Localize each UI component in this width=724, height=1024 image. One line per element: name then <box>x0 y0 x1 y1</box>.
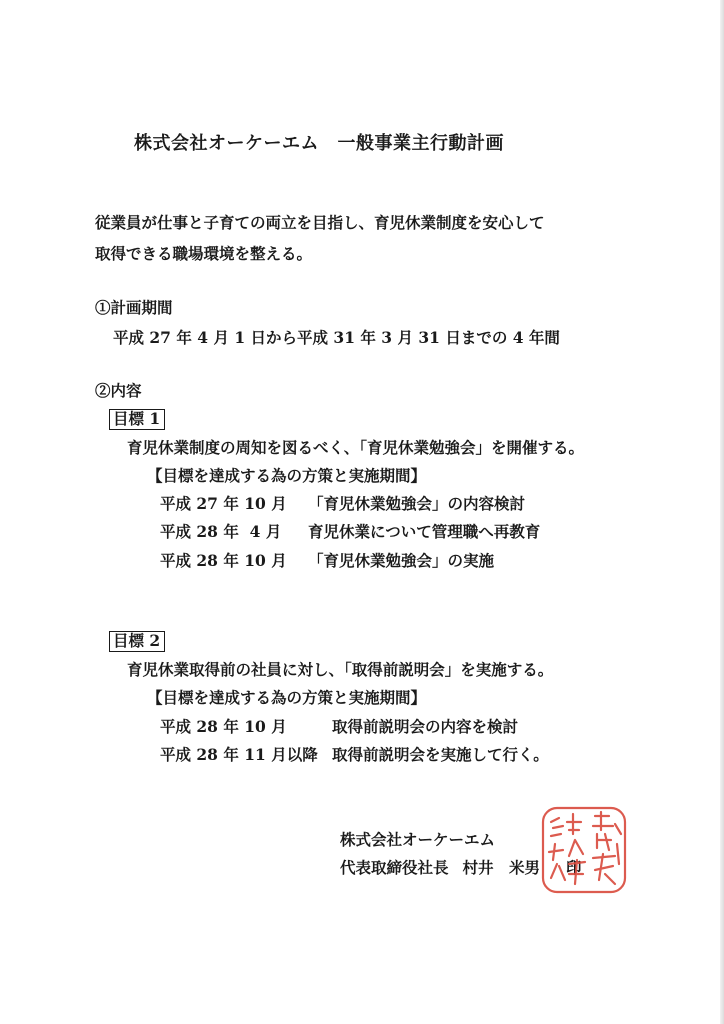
goal-2-description: 育児休業取得前の社員に対し、「取得前説明会」を実施する。 <box>127 660 554 679</box>
schedule-task: 取得前説明会を実施して行く。 <box>332 745 549 764</box>
goal-2-label: 目標 2 <box>109 631 165 652</box>
schedule-task: 取得前説明会の内容を検討 <box>332 717 519 736</box>
schedule-date: 平成 28 年 10 月 <box>160 717 287 736</box>
signature-company: 株式会社オーケーエム <box>340 830 496 849</box>
goal-1-schedule-row <box>160 522 540 542</box>
goal-1-measures-heading: 【目標を達成する為の方策と実施期間】 <box>147 466 427 485</box>
schedule-date: 平成 27 年 10 月 <box>160 494 287 513</box>
goal-2-schedule-row <box>160 745 549 765</box>
signature-name: 村井 米男 <box>462 858 541 877</box>
schedule-date: 平成 28 年 4 月 <box>160 522 282 541</box>
schedule-date: 平成 28 年 10 月 <box>160 551 287 570</box>
goal-1-schedule-row <box>160 494 525 514</box>
signature-position: 代表取締役社長 <box>340 858 449 877</box>
goal-1-description: 育児休業制度の周知を図るべく、「育児休業勉強会」を開催する。 <box>127 438 584 457</box>
section-2-heading: ②内容 <box>95 381 142 400</box>
goal-1-label: 目標 1 <box>109 409 165 430</box>
scan-edge <box>720 0 724 1024</box>
company-seal-icon <box>539 804 629 896</box>
schedule-task: 「育児休業勉強会」の内容検討 <box>308 494 526 513</box>
schedule-date: 平成 28 年 11 月以降 <box>160 745 318 764</box>
document-title: 株式会社オーケーエム 一般事業主行動計画 <box>134 133 504 154</box>
intro-line-1: 従業員が仕事と子育ての両立を目指し、育児休業制度を安心して <box>95 213 545 232</box>
intro-line-2: 取得できる職場環境を整える。 <box>95 244 313 263</box>
schedule-task: 育児休業について管理職へ再教育 <box>308 522 541 541</box>
plan-period: 平成 27 年 4 月 1 日から平成 31 年 3 月 31 日までの 4 年間 <box>113 328 560 347</box>
goal-2-schedule-row <box>160 717 518 737</box>
schedule-task: 「育児休業勉強会」の実施 <box>308 551 495 570</box>
goal-2-measures-heading: 【目標を達成する為の方策と実施期間】 <box>147 688 427 707</box>
goal-1-schedule-row <box>160 551 494 571</box>
signature-seal-mark: 印 <box>566 858 582 877</box>
section-1-heading: ①計画期間 <box>95 298 173 317</box>
